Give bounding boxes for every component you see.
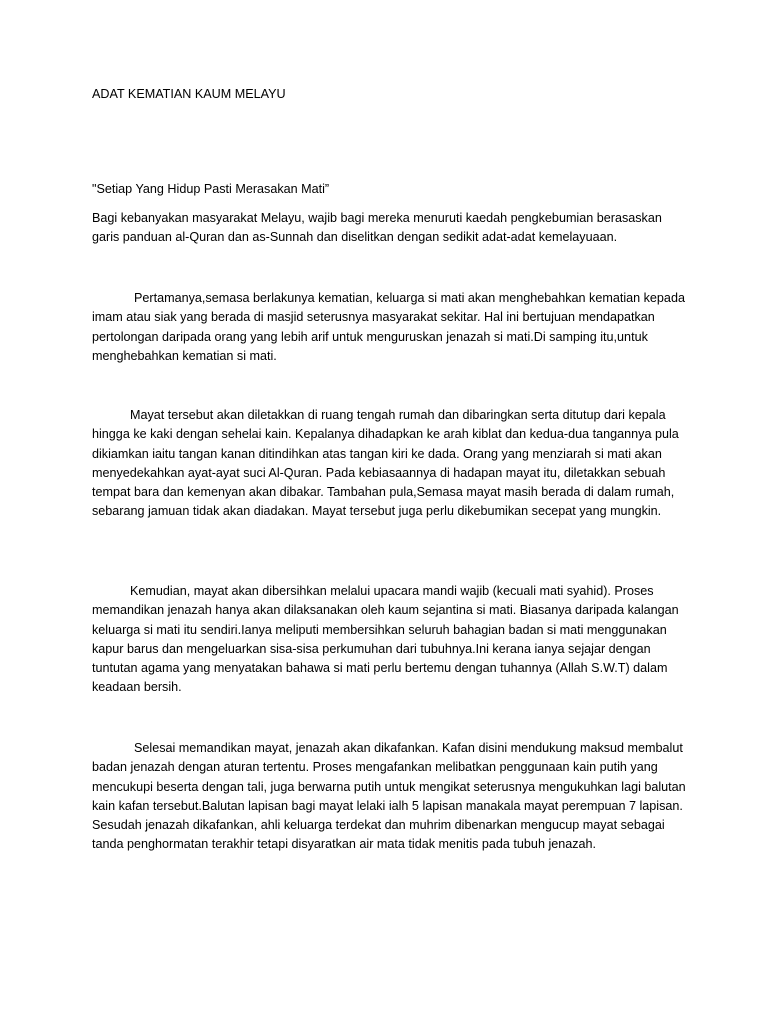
paragraph-shrouding: Selesai memandikan mayat, jenazah akan dikafankan. Kafan disini mendukung maksud membalut badan jenazah dengan aturan tertentu. Proses mengafankan melibatkan penggunaan kain putih yang mencukupi beserta dengan tali, juga berwarna putih untuk mengikat seterusnya mengukuhkan lagi balutan kain kafan tersebut.Balutan lapisan bagi mayat lelaki ialh 5 lapisan manakala mayat perempuan 7 lapisan. Sesudah jenazah dikafankan, ahli keluarga terdekat dan muhrim dibenarkan mengucup mayat sebagai tanda penghormatan terakhir tetapi disyaratkan air mata tidak menitis pada tubuh jenazah.	[92, 741, 686, 852]
document-title: ADAT KEMATIAN KAUM MELAYU	[92, 87, 286, 101]
quote-line: "Setiap Yang Hidup Pasti Merasakan Mati”	[92, 182, 330, 196]
paragraph-intro: Bagi kebanyakan masyarakat Melayu, wajib bagi mereka menuruti kaedah pengkebumian berasaskan garis panduan al-Quran dan as-Sunnah dan diselitkan dengan sedikit adat-adat kemelayuaan.	[92, 211, 662, 245]
paragraph-announcement: Pertamanya,semasa berlakunya kematian, keluarga si mati akan menghebahkan kematian kepada imam atau siak yang berada di masjid seterusnya masyarakat sekitar. Hal ini bertujuan mendapatkan pertolongan daripada orang yang lebih arif untuk menguruskan jenazah si mati.Di samping itu,untuk menghebahkan kematian si mati.	[92, 291, 685, 363]
paragraph-placement: Mayat tersebut akan diletakkan di ruang tengah rumah dan dibaringkan serta ditutup dari kepala hingga ke kaki dengan sehelai kain. Kepalanya dihadapkan ke arah kiblat dan kedua-dua tangannya pula dikiamkan iaitu tangan kanan ditindihkan atas tangan kiri ke dada. Orang yang menziarah si mati akan menyedekahkan ayat-ayat suci Al-Quran. Pada kebiasaannya di hadapan mayat itu, diletakkan sebuah tempat bara dan kemenyan akan dibakar. Tambahan pula,Semasa mayat masih berada di dalam rumah, sebarang jamuan tidak akan diadakan. Mayat tersebut juga perlu dikebumikan secepat yang mungkin.	[92, 408, 679, 519]
paragraph-bathing: Kemudian, mayat akan dibersihkan melalui upacara mandi wajib (kecuali mati syahid). Proses memandikan jenazah hanya akan dilaksanakan oleh kaum sejantina si mati. Biasanya daripada kalangan keluarga si mati itu sendiri.Ianya meliputi membersihkan seluruh bahagian badan si mati menggunakan kapur barus dan mengeluarkan sisa-sisa perkumuhan dari tubuhnya.Ini kerana ianya sejajar dengan tuntutan agama yang menyatakan bahawa si mati perlu bertemu dengan tuhannya (Allah S.W.T) dalam keadaan bersih.	[92, 584, 679, 695]
